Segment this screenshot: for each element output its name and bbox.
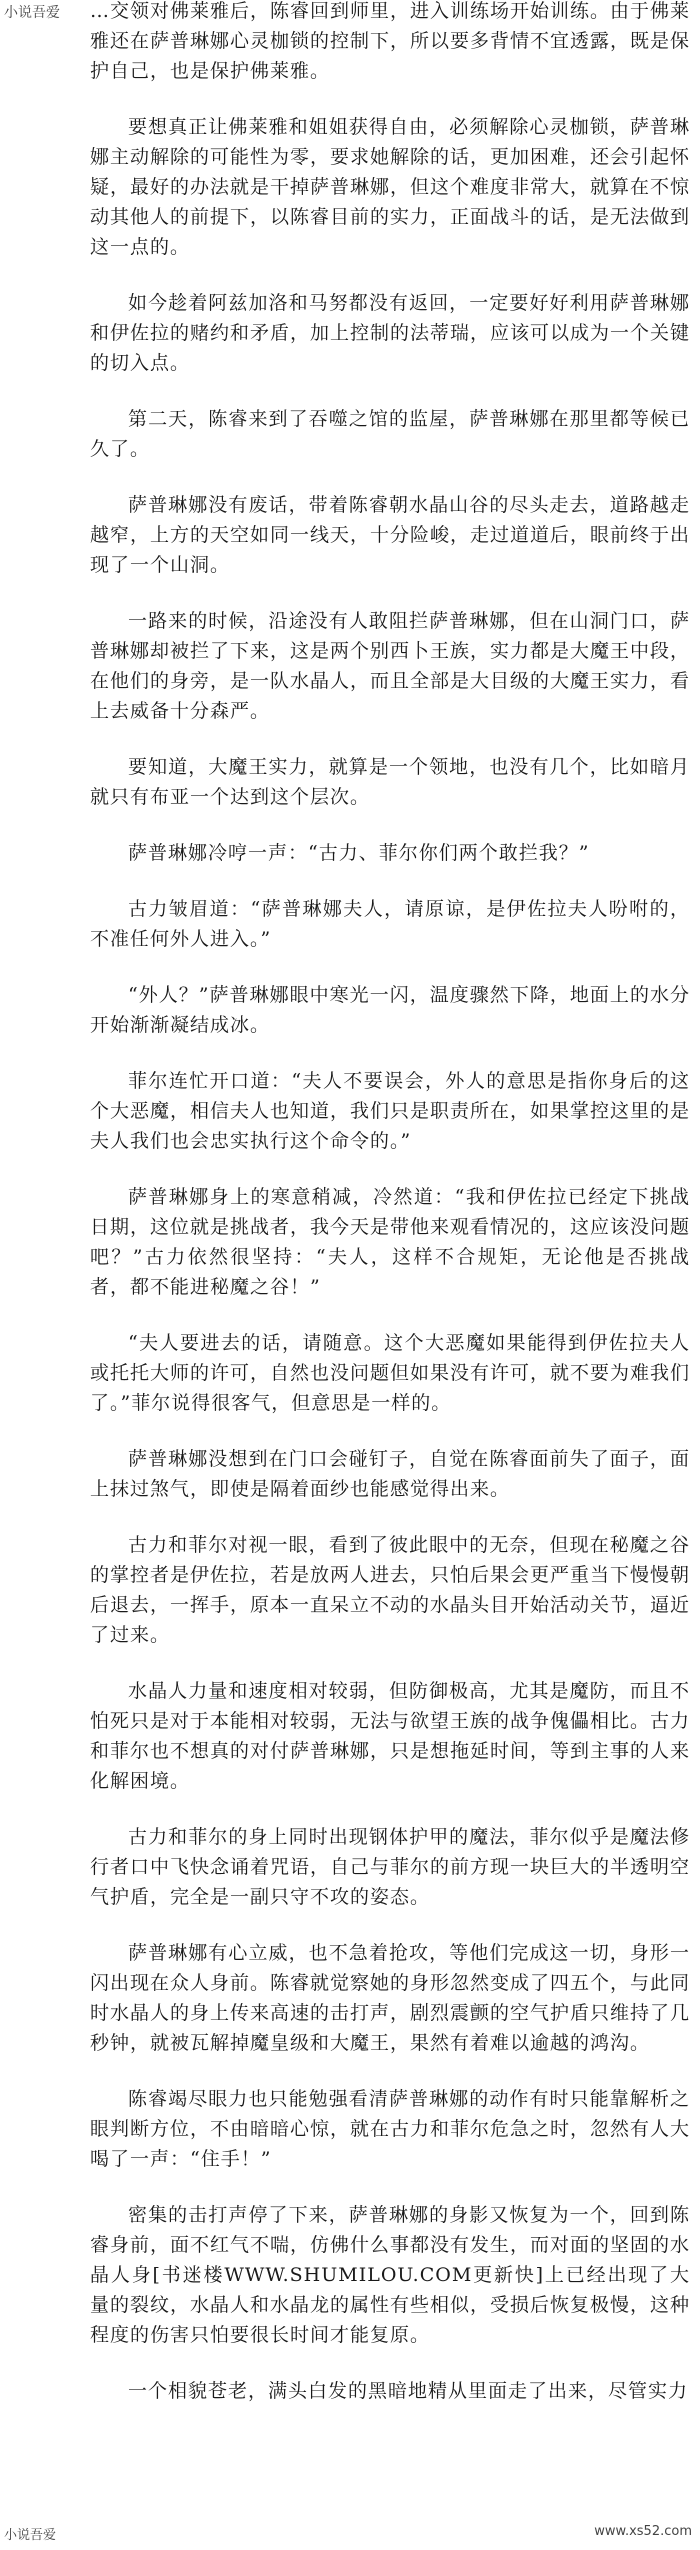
paragraph: 古力和菲尔的身上同时出现钢体护甲的魔法，菲尔似乎是魔法修行者口中飞快念诵着咒语，自己与菲尔的前方现一块巨大的半透明空气护盾，完全是一副只守不攻的姿态。	[90, 1826, 690, 1908]
paragraph: 一个相貌苍老，满头白发的黑暗地精从里面走了出来，尽管实力	[128, 2380, 689, 2402]
paragraph: 水晶人力量和速度相对较弱，但防御极高，尤其是魔防，而且不怕死只是对于本能相对较弱，无法与欲望王族的战争傀儡相比。古力和菲尔也不想真的对付萨普琳娜，只是想拖延时间，等到主事的人来化解困境。	[90, 1680, 690, 1792]
paragraph: 萨普琳娜有心立威，也不急着抢攻，等他们完成这一切，身形一闪出现在众人身前。陈睿就觉察她的身形忽然变成了四五个，与此同时水晶人的身上传来高速的击打声，剧烈震颤的空气护盾只维持了几秒钟，就被瓦解掉魔皇级和大魔王，果然有着难以逾越的鸿沟。	[90, 1942, 690, 2054]
paragraph: 密集的击打声停了下来，萨普琳娜的身影又恢复为一个，回到陈睿身前，面不红气不喘，仿佛什么事都没有发生，而对面的坚固的水晶人身[书迷楼WWW.SHUMILOU.COM更新快]上已经出现了大量的裂纹，水晶人和水晶龙的属性有些相似，受损后恢复极慢，这种程度的伤害只怕要很长时间才能复原。	[90, 2204, 690, 2346]
paragraph: 古力和菲尔对视一眼，看到了彼此眼中的无奈，但现在秘魔之谷的掌控者是伊佐拉，若是放两人进去，只怕后果会更严重当下慢慢朝后退去，一挥手，原本一直呆立不动的水晶头目开始活动关节，逼近了过来。	[90, 1534, 690, 1646]
paragraph: 古力皱眉道：“萨普琳娜夫人，请原谅，是伊佐拉夫人吩咐的，不准任何外人进入。”	[90, 898, 690, 950]
paragraph: 第二天，陈睿来到了吞噬之馆的监屋，萨普琳娜在那里都等候已久了。	[90, 408, 690, 460]
paragraph: 一路来的时候，沿途没有人敢阻拦萨普琳娜，但在山洞门口，萨普琳娜却被拦了下来，这是两个别西卜王族，实力都是大魔王中段，在他们的身旁，是一队水晶人，而且全部是大目级的大魔王实力，看上去威备十分森严。	[90, 610, 690, 722]
paragraph: “夫人要进去的话，请随意。这个大恶魔如果能得到伊佐拉夫人或托托大师的许可，自然也没问题但如果没有许可，就不要为难我们了。”菲尔说得很客气，但意思是一样的。	[90, 1332, 690, 1414]
paragraph: 菲尔连忙开口道：“夫人不要误会，外人的意思是指你身后的这个大恶魔，相信夫人也知道，我们只是职责所在，如果掌控这里的是夫人我们也会忠实执行这个命令的。”	[90, 1070, 690, 1152]
site-name-bottom: 小说吾爱	[4, 2528, 57, 2543]
paragraph: 萨普琳娜冷哼一声：“古力、菲尔你们两个敢拦我？”	[128, 842, 590, 864]
paragraph: 萨普琳娜身上的寒意稍减，冷然道：“我和伊佐拉已经定下挑战日期，这位就是挑战者，我今天是带他来观看情况的，这应该没问题吧？”古力依然很坚持：“夫人，这样不合规矩，无论他是否挑战者，都不能进秘魔之谷！”	[90, 1186, 690, 1298]
paragraph: 陈睿竭尽眼力也只能勉强看清萨普琳娜的动作有时只能靠解析之眼判断方位，不由暗暗心惊，就在古力和菲尔危急之时，忽然有人大喝了一声：“住手！”	[90, 2088, 690, 2170]
site-name-top: 小说吾爱	[4, 5, 60, 21]
paragraph: 萨普琳娜没有废话，带着陈睿朝水晶山谷的尽头走去，道路越走越窄，上方的天空如同一线天，十分险峻，走过道道后，眼前终于出现了一个山洞。	[90, 494, 690, 576]
site-url[interactable]: www.xs52.com	[594, 2524, 692, 2539]
paragraph: 萨普琳娜没想到在门口会碰钉子，自觉在陈睿面前失了面子，面上抹过煞气，即使是隔着面纱也能感觉得出来。	[90, 1448, 690, 1500]
paragraph: 如今趁着阿兹加洛和马努都没有返回，一定要好好利用萨普琳娜和伊佐拉的赌约和矛盾，加上控制的法蒂瑞，应该可以成为一个关键的切入点。	[90, 292, 690, 374]
paragraph: “外人？”萨普琳娜眼中寒光一闪，温度骤然下降，地面上的水分开始渐渐凝结成冰。	[90, 984, 690, 1036]
paragraph: 要知道，大魔王实力，就算是一个领地，也没有几个，比如暗月就只有布亚一个达到这个层次。	[90, 756, 690, 808]
paragraph: 要想真正让佛莱雅和姐姐获得自由，必须解除心灵枷锁，萨普琳娜主动解除的可能性为零，要求她解除的话，更加困难，还会引起怀疑，最好的办法就是干掉萨普琳娜，但这个难度非常大，就算在不惊动其他人的前提下，以陈睿目前的实力，正面战斗的话，是无法做到这一点的。	[90, 116, 690, 258]
paragraph: …交领对佛莱雅后，陈睿回到师里，进入训练场开始训练。由于佛莱雅还在萨普琳娜心灵枷锁的控制下，所以要多背情不宜透露，既是保护自己，也是保护佛莱雅。	[90, 0, 690, 82]
chapter-text	[90, 0, 690, 2510]
site-footer	[0, 2508, 700, 2548]
